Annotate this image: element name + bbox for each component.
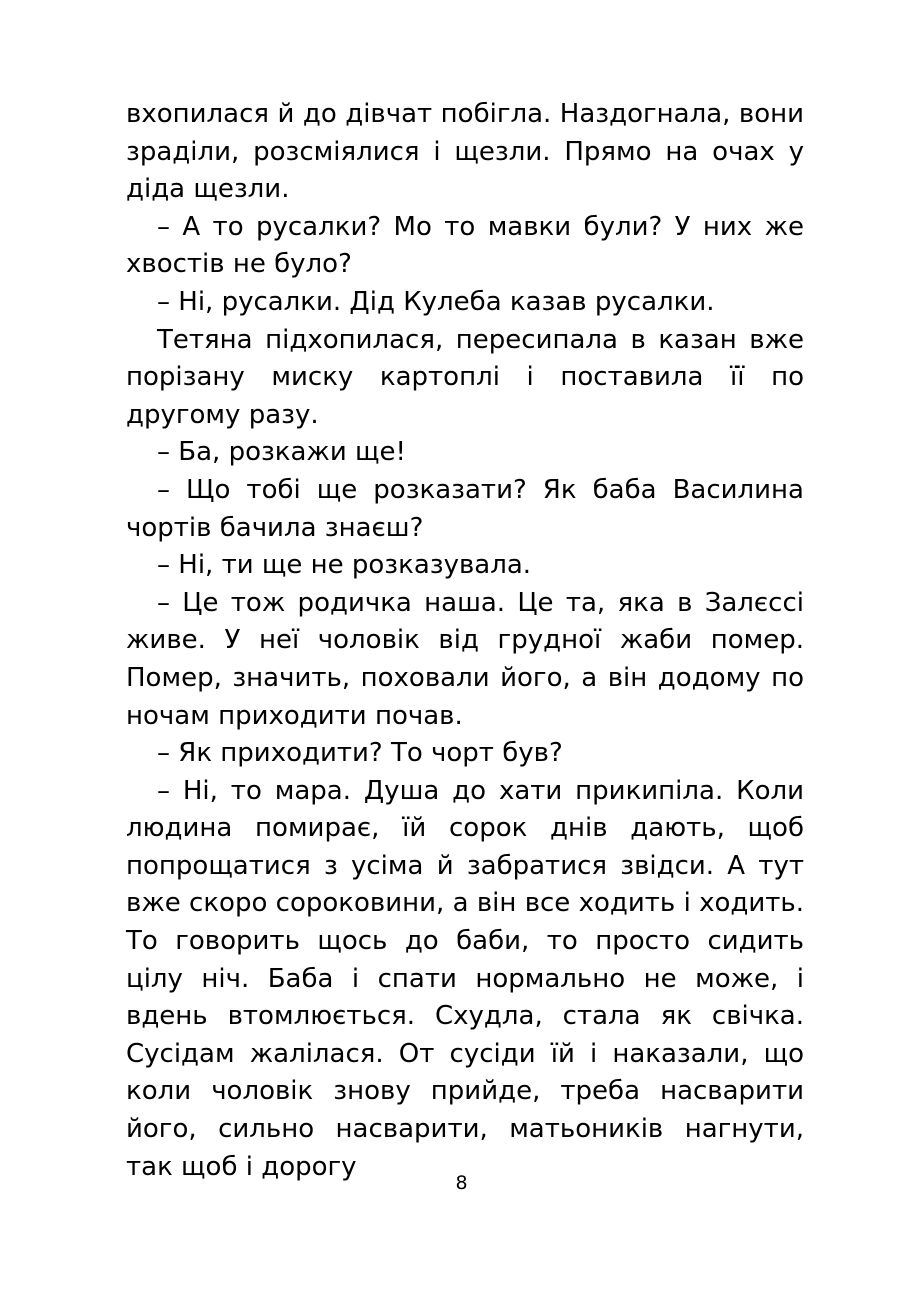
dialogue-line: – Як приходити? То чорт був? <box>157 738 563 769</box>
paragraph-continuation: вхопилася й до дівчат побігла. Наздогнала, вони зраділи, розсміялися і щезли. Прямо на очах у діда щезли. <box>126 99 804 205</box>
dialogue-line: – Це тож родичка наша. Це та, яка в Залєссі живе. У неї чоловік від грудної жаби помер. Помер, значить, поховали його, а він додому по ночам приходити почав. <box>126 587 804 731</box>
dialogue-line: – А то русалки? Мо то мавки були? У них же хвостів не було? <box>126 211 804 280</box>
page-body-text <box>126 96 804 1186</box>
narrative-paragraph: Тетяна підхопилася, пересипала в казан вже порізану миску картоплі і поставила її по другому разу. <box>126 324 804 430</box>
dialogue-line: – Ні, ти ще не розказувала. <box>157 550 532 581</box>
page-number: 8 <box>455 1172 468 1194</box>
dialogue-line: – Ні, то мара. Душа до хати прикипіла. Коли людина помирає, їй сорок днів дають, щоб попрощатися з усіма й забратися звідси. А тут вже скоро сороковини, а він все ходить і ходить. То говорить щось до баби, то просто сидить цілу ніч. Баба і спати нормально не може, і вдень втомлюється. Схудла, стала як свічка. Сусідам жалілася. От сусіди їй і наказали, що коли чоловік знову прийде, треба насварити його, сильно насварити, матьоників нагнути, так щоб і дорогу <box>126 775 804 1182</box>
dialogue-line: – Що тобі ще розказати? Як баба Василина чортів бачила знаєш? <box>126 474 804 543</box>
dialogue-line: – Ні, русалки. Дід Кулеба казав русалки. <box>157 286 715 317</box>
dialogue-line: – Ба, розкажи ще! <box>157 437 406 468</box>
